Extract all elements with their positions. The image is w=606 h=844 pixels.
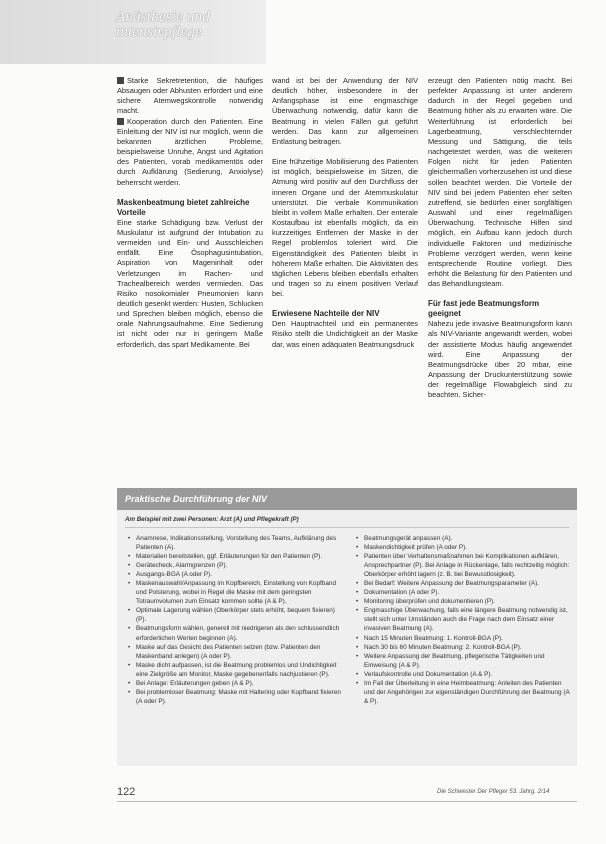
subheading: Erwiesene Nachteile der NIV <box>272 309 380 319</box>
info-box-list-item: • Bei Anlage: Erläuterungen geben (A & P). <box>127 679 345 688</box>
info-box-list-right <box>355 534 573 706</box>
section-title-line-1: Anästhesie und <box>116 9 211 25</box>
article-column-middle <box>272 76 418 350</box>
info-box-list-item: • Anamnese, Indikationsstellung, Vorstellung des Teams, Aufklärung des Patienten (A). <box>127 534 345 552</box>
info-box-list-item: • Nach 30 bis 60 Minuten Beatmung: 2. Kontroll-BGA (P). <box>355 643 573 652</box>
info-box-list-item: • Dokumentation (A oder P). <box>355 588 573 597</box>
paragraph: Den Hauptnachteil und ein permanentes Risiko stellt die Undichtigkeit an der Maske dar, was einen adäquaten Beatmungsdruck <box>272 319 418 349</box>
info-box-list-item: • Maskenauswahl/Anpassung im Kopfbereich, Einstellung von Kopfband und Polsterung, wobei in Regel die Maske mit dem geringsten Totraumvolumen zum Einsatz kommen sollte (A & P). <box>127 579 345 606</box>
bullet-square-icon <box>117 77 124 84</box>
paragraph: Eine frühzeitige Mobilisierung des Patienten ist möglich, beispielsweise im Sitzen, die Atmung wird positiv auf den Durchfluss der inneren Organe und der Atemmuskulatur unterstützt. Die verbale Kommunikation bleibt in vollem Maße erhalten. Der enterale Kostaufbau ist ebenfalls möglich, da ein kurzzeitiges Entfernen der Maske in der Regel problemlos toleriert wird. Die Eigenständigkeit des Patienten bleibt in höherem Maße erhalten. Die Aktivitäten des täglichen Lebens bleiben ebenfalls erhalten und tragen so zu einem positiven Verlauf bei. <box>272 157 418 299</box>
info-box-list-left <box>127 534 345 706</box>
article-column-left <box>117 76 263 350</box>
info-box-list-item: • Bei problemloser Beatmung: Maske mit Haltering oder Kopfband fixieren (A oder P). <box>127 688 345 706</box>
info-box-list-item: • Patienten über Verhaltensmaßnahmen bei Komplikationen aufklären, Ansprechpartner (P). Bei Anlage in Rückenlage, falls rechtzeitig möglich: Oberkörper erhöht lagern (z. B. bei Bewusstlosigkeit). <box>355 552 573 579</box>
info-box-list-item: • Maskendichtigkeit prüfen (A oder P). <box>355 543 573 552</box>
paragraph: Eine starke Schädigung bzw. Verlust der Muskulatur ist aufgrund der Intubation zu vermeiden und Ein- und Ausschleichen entfällt. Eine Ösophagusintubation, Aspiration von Mageninhalt oder Verletzungen im Rachen- und Trachealbereich werden vermieden. Das Risiko nosokomialer Pneumonien kann deutlich gesenkt werden: Husten, Schlucken und Sprechen bleiben möglich, ebenso die orale Nahrungsaufnahme. Eine Sedierung ist nicht oder nur in geringem Maße erforderlich, das spart Medikamente. Bei <box>117 217 263 349</box>
subheading: Maskenbeatmung bietet zahlreiche Vorteile <box>117 197 250 217</box>
footer-divider <box>117 801 577 802</box>
info-box-list-item: • Nach 15 Minuten Beatmung: 1. Kontroll-BGA (P). <box>355 634 573 643</box>
paragraph: Starke Sekretretention, die häufiges Absaugen oder Abhusten erfordert und eine sichere Atemwegskontrolle notwendig macht. <box>117 76 263 116</box>
info-box-title: Praktische Durchführung der NIV <box>117 488 577 510</box>
info-box-list-item: • Beatmungsgerät anpassen (A). <box>355 534 573 543</box>
info-box-list-item: • Gerätecheck, Alarmgrenzen (P). <box>127 561 345 570</box>
info-box-list-item: • Materialien bereitstellen, ggf. Erläuterungen für den Patienten (P). <box>127 552 345 561</box>
info-box-list-item: • Maske auf das Gesicht des Patienten setzen (bzw. Patienten den Maskenband anlegen) (A oder P). <box>127 643 345 661</box>
info-box-list-item: • Monitoring überprüfen und dokumentieren (P). <box>355 597 573 606</box>
paragraph: Kooperation durch den Patienten. Eine Einleitung der NIV ist nur möglich, wenn die bekannten ärztlichen Probleme, beispielsweise Unruhe, Angst und Agitation des Patienten, vorab medikamentös oder durch Aufklärung (Sedierung, Anxiolyse) beherrscht werden. <box>117 116 263 187</box>
info-box-subtitle: Am Beispiel mit zwei Personen: Arzt (A) und Pflegekraft (P) <box>125 516 569 528</box>
footer-text: Die Schwester Der Pfleger 53. Jahrg. 2/14 <box>437 789 550 795</box>
section-title-line-2: intensivpflege <box>116 24 203 40</box>
paragraph: erzeugt den Patienten nötig macht. Bei perfekter Anpassung ist unter anderem dadurch in der Regel gegeben und Beatmung höher als zu erwarten wäre. Die Weiterführung ist erforderlich bei Lagerbeatmung, verschlechternder Messung und Sättigung, die teils nachgetestet werden, was die weiteren Folgen nicht für jeden Patienten gleichermaßen vorherzusehen ist und diese sollen beachtet werden. Die Vorteile der NIV sind bei jedem Patienten eher selten zutreffend, sie bedürfen einer sorgfältigen Auswahl und einer regelmäßigen Überwachung. Technische Hilfen sind möglich, ein Aufbau kann jedoch durch individuelle Faktoren und medizinische Probleme verzögert werden, wenn keine entsprechende Routine vorliegt. Dies erhöht die Belastung für den Patienten und das Behandlungsteam. <box>428 76 572 289</box>
section-title <box>116 10 210 40</box>
paragraph: Nahezu jede invasive Beatmungsform kann als NIV-Variante angewandt werden, wobei der assistierte Modus häufig angewendet wird. Eine Anpassung der Beatmungsdrücke über 20 mbar, eine Anpassung der Druckunterstützung sowie der regelmäßige Flowabgleich sind zu beachten. Sicher- <box>428 319 572 400</box>
paragraph: wand ist bei der Anwendung der NIV deutlich höher, insbesondere in der Anfangsphase ist eine engmaschige Überwachung notwendig, dafür kann die Beatmung in vielen Fällen gut geführt werden. Das kann zur allgemeinen Entlastung beitragen. <box>272 76 418 146</box>
bullet-square-icon <box>117 118 124 125</box>
info-box <box>117 488 577 766</box>
info-box-list-item: • Bei Bedarf: Weitere Anpassung der Beatmungsparameter (A). <box>355 579 573 588</box>
info-box-list-item: • Verlaufskontrolle und Dokumentation (A & P). <box>355 670 573 679</box>
info-box-list-item: • Maske dicht aufpassen, ist die Beatmung problemlos und Undichtigkeit eine Zielgröße am Monitor, Maske gegebenenfalls nachjustieren (P). <box>127 661 345 679</box>
page-number: 122 <box>117 786 136 798</box>
subheading: Für fast jede Beatmungsform geeignet <box>428 299 540 319</box>
info-box-list-item: • Weitere Anpassung der Beatmung, pflegerische Tätigkeiten und Einweisung (A & P). <box>355 652 573 670</box>
info-box-list-item: • Engmaschige Überwachung, falls eine längere Beatmung notwendig ist, stellt sich unter Umständen auch die Frage nach dem Einsatz einer invasiven Beatmung (A). <box>355 606 573 633</box>
info-box-list-item: • Optimale Lagerung wählen (Oberkörper stets erhöht, bequem fixieren) (P). <box>127 606 345 624</box>
article-column-right <box>428 76 572 401</box>
info-box-list-item: • Im Fall der Überleitung in eine Heimbeatmung: Anleiten des Patienten und der Angehörigen zur eigenständigen Durchführung der Beatmung (A & P). <box>355 679 573 706</box>
info-box-list-item: • Ausgangs-BGA (A oder P). <box>127 570 345 579</box>
info-box-list-item: • Beatmungsform wählen, generell mit niedrigeren als den schlussendlich erforderlichen Werten beginnen (A). <box>127 624 345 642</box>
